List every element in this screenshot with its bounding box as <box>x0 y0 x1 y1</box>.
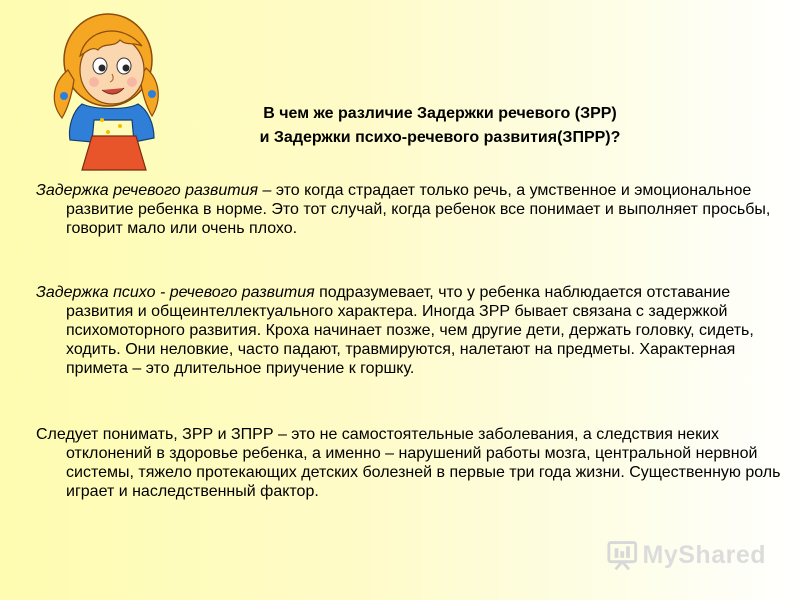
paragraph-text: Следует понимать, ЗРР и ЗПРР – это не самостоятельные заболевания, а следствия неких отклонений в здоровье ребенка, а именно – нарушений работы мозга, центральной нервной системы, тяжело протекающих детских болезней в первые три года жизни. Существенную роль играет и наследственный фактор. <box>36 426 781 500</box>
slide-title <box>150 102 730 150</box>
paragraph-psycho-speech-delay <box>36 283 796 378</box>
watermark-text: MyShared <box>642 540 766 569</box>
title-line-2: и Задержки психо-речевого развития(ЗПРР)? <box>259 129 621 146</box>
watermark-logo <box>606 535 766 575</box>
term-speech-delay: Задержка речевого развития <box>36 182 259 199</box>
title-line-1: В чем же различие Задержки речевого (ЗРР) <box>263 105 617 122</box>
term-psycho-speech-delay: Задержка психо - речевого развития <box>36 284 315 301</box>
paragraph-speech-delay <box>36 181 796 238</box>
paragraph-text: подразумевает, что у ребенка наблюдается отставание развития и общеинтеллектуального характера. Иногда ЗРР бывает связана с задержкой психомоторного развития. Кроха начинает позже, чем другие дети, держать головку, сидеть, ходить. Они неловкие, часто падают, травмируются, налетают на предметы. Характерная примета – это длительное приучение к горшку. <box>66 284 754 377</box>
paragraph-conclusion <box>36 425 796 501</box>
cartoon-girl-illustration <box>42 8 167 173</box>
presentation-board-icon <box>606 538 639 572</box>
paragraph-text: – это когда страдает только речь, а умственное и эмоциональное развитие ребенка в норме. Это тот случай, когда ребенок все понимает и выполняет просьбы, говорит мало или очень плохо. <box>66 182 771 237</box>
